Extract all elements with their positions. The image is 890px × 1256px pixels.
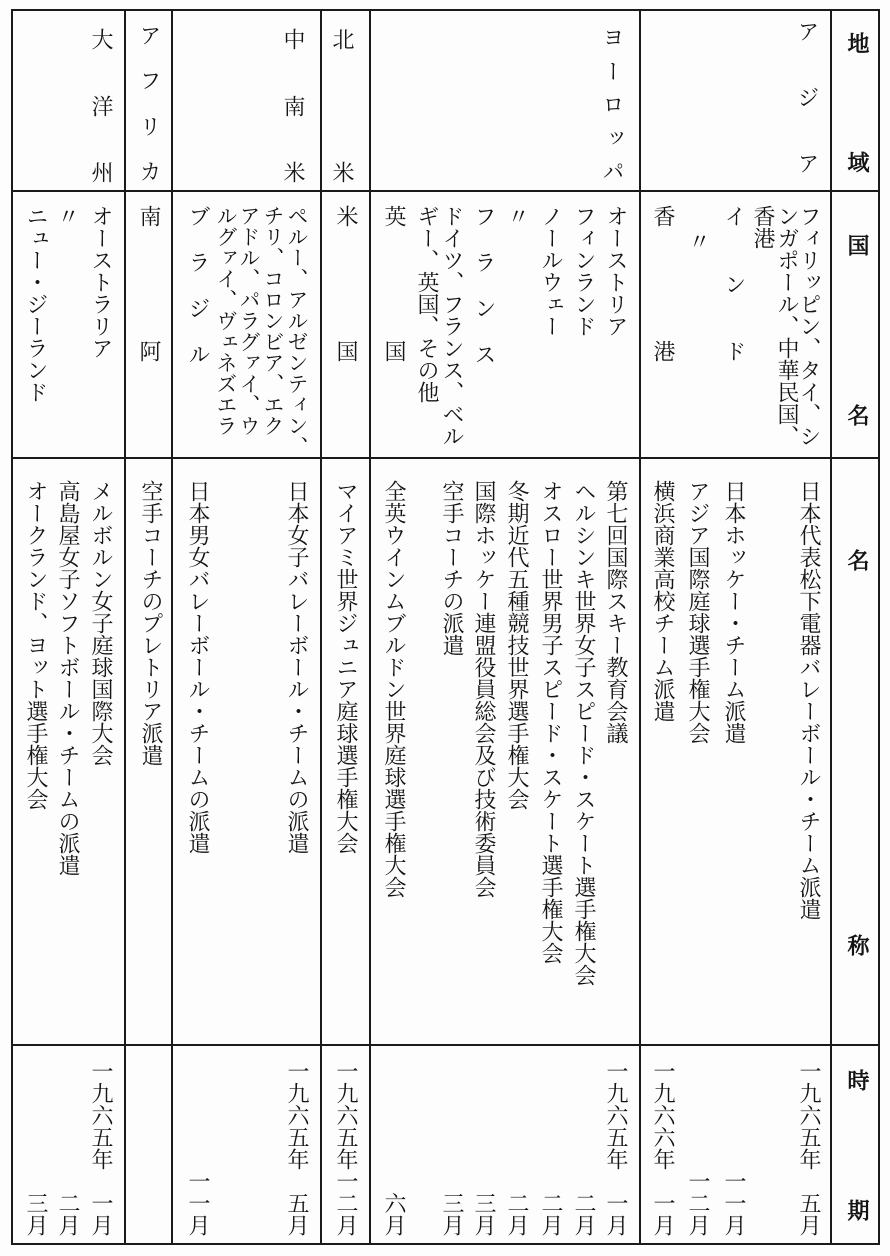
period-month: 一二月 [685, 1170, 710, 1236]
event-name: 横浜商業高校チーム派遣 [650, 480, 675, 722]
event-name: ヘルシンキ世界女子スピード・スケート選手権大会 [571, 480, 596, 986]
glyph: フ [471, 205, 496, 227]
glyph: 米 [333, 205, 358, 227]
glyph: 洋 [88, 94, 113, 117]
period-month: 五月 [796, 1192, 821, 1236]
region-label [330, 28, 352, 183]
event-name: アジア国際庭球選手権大会 [685, 480, 710, 744]
glyph: 香 [650, 205, 675, 227]
country-name: ニュー・ジーランド [23, 205, 48, 403]
glyph: ロ [599, 93, 624, 115]
glyph: カ [136, 159, 161, 182]
country-name: ノールウェー [538, 205, 563, 337]
glyph: 南 [136, 205, 161, 227]
rule-africa-oceania [124, 9, 126, 1245]
glyph: パ [599, 160, 624, 182]
period-month: 六月 [381, 1192, 406, 1236]
region-label [600, 26, 622, 182]
period-month: 三月 [23, 1192, 48, 1236]
rule-name-period [11, 1044, 880, 1046]
event-name: 全英ウインムブルドン世界庭球選手権大会 [381, 480, 406, 898]
glyph: ジ [794, 86, 819, 108]
event-name: 空手コーチの派遣 [439, 480, 464, 656]
glyph: 州 [88, 161, 113, 183]
glyph: ー [599, 59, 624, 82]
glyph: 時 [844, 1069, 870, 1091]
country-name: フィンランド [571, 205, 596, 337]
period-month: 三月 [439, 1192, 464, 1236]
period-year: 一九六五年 [88, 1060, 113, 1170]
event-name: マイアミ世界ジュニア庭球選手権大会 [333, 480, 358, 854]
rule-asia-europe [639, 9, 641, 1245]
glyph: 名 [844, 549, 870, 571]
glyph: 南 [280, 94, 305, 117]
glyph: ド [721, 340, 746, 362]
period-month: 一月 [88, 1192, 113, 1236]
event-name: 日本女子バレーボール・チームの派遣 [284, 480, 309, 854]
ditto-mark: 〃 [504, 205, 529, 227]
glyph: 地 [844, 32, 870, 54]
country-name: ドイツ、フランス、ベル [439, 205, 464, 447]
glyph: 名 [844, 404, 870, 426]
glyph: ア [136, 24, 161, 46]
country-name: アドル、パラグァイ、ウ [237, 205, 261, 436]
glyph: ア [794, 152, 819, 174]
country-name: 香港 [750, 205, 775, 249]
glyph: 米 [280, 161, 305, 183]
period-month: 一二月 [333, 1170, 358, 1236]
event-name: 日本ホッケー・チーム派遣 [721, 480, 746, 744]
glyph: ラ [471, 251, 496, 273]
period-year: 一九六五年 [333, 1060, 358, 1170]
glyph: ス [471, 343, 496, 365]
glyph: 国 [333, 340, 358, 362]
glyph: イ [721, 205, 746, 227]
period-month: 二月 [55, 1192, 80, 1236]
glyph: リ [136, 114, 161, 137]
glyph: ル [185, 343, 210, 365]
rule-europe-north-america [369, 9, 371, 1245]
period-year: 一九六五年 [284, 1060, 309, 1170]
event-name: 高島屋女子ソフトボール・チームの派遣 [55, 480, 80, 876]
country-name [137, 205, 159, 362]
period-month: 一月 [650, 1192, 675, 1236]
event-name: 冬期近代五種競技世界選手権大会 [504, 480, 529, 810]
country-name: ペルー、アルゼンティン、 [285, 205, 309, 457]
region-label [89, 28, 111, 183]
glyph: ジ [185, 297, 210, 319]
glyph: ブ [185, 205, 210, 227]
glyph: 阿 [136, 340, 161, 362]
rule-north-america-latin-america [320, 9, 322, 1245]
glyph: 国 [844, 234, 870, 256]
glyph: 北 [329, 28, 354, 50]
glyph: 港 [650, 340, 675, 362]
header-period [846, 1069, 868, 1221]
country-name: ンガポール、中華民国、 [774, 205, 799, 447]
event-name: 日本男女バレーボール・チームの派遣 [185, 480, 210, 854]
glyph: 中 [280, 28, 305, 50]
glyph: ッ [599, 126, 624, 149]
country-name [651, 205, 673, 362]
glyph: フ [136, 69, 161, 92]
glyph: 称 [844, 934, 870, 956]
period-month: 二月 [504, 1192, 529, 1236]
period-month: 一一月 [721, 1170, 746, 1236]
glyph: 英 [381, 205, 406, 227]
glyph: 国 [381, 340, 406, 362]
header-name [846, 549, 868, 956]
period-month: 二月 [538, 1192, 563, 1236]
event-name: 日本代表松下電器バレーボール・チーム派遣 [796, 480, 821, 920]
country-name [722, 205, 744, 362]
country-name: ギー、英国、その他 [414, 205, 439, 403]
glyph: ン [721, 272, 746, 295]
rule-header-column [830, 9, 832, 1245]
rule-latin-america-africa [171, 9, 173, 1245]
event-name: メルボルン女子庭球国際大会 [88, 480, 113, 766]
country-name: フィリッピン、タイ、シ [796, 205, 821, 447]
country-name: ルグァイ、ヴェネズエラ [214, 205, 238, 436]
event-name: 空手コーチのプレトリア派遣 [138, 480, 163, 766]
glyph: 大 [88, 28, 113, 50]
country-name [472, 205, 494, 365]
glyph: ラ [185, 251, 210, 273]
country-name: チリ、コロンビア、エク [261, 205, 285, 436]
header-country [846, 234, 868, 426]
rule-country-name [11, 457, 880, 459]
period-year: 一九六五年 [603, 1060, 628, 1170]
region-label [137, 24, 159, 182]
period-month: 一一月 [185, 1170, 210, 1236]
region-label [281, 28, 303, 183]
country-name: オーストリア [603, 205, 628, 337]
period-month: 三月 [471, 1192, 496, 1236]
period-month: 一月 [603, 1192, 628, 1236]
event-name: オークランド、ヨット選手権大会 [23, 480, 48, 810]
country-name [334, 205, 356, 362]
event-name: 第七回国際スキー教育会議 [603, 480, 628, 744]
event-name: オスロー世界男子スピード・スケート選手権大会 [538, 480, 563, 964]
glyph: ア [794, 20, 819, 42]
ditto-mark: 〃 [685, 230, 710, 252]
region-label [795, 20, 817, 174]
period-year: 一九六五年 [796, 1060, 821, 1170]
country-name [382, 205, 404, 362]
header-region [846, 32, 868, 173]
country-name [186, 205, 208, 365]
glyph: ン [471, 297, 496, 319]
glyph: ヨ [599, 26, 624, 48]
country-name: オーストラリア [88, 205, 113, 359]
rule-region-country [11, 190, 880, 192]
period-month: 五月 [284, 1192, 309, 1236]
glyph: 域 [844, 151, 870, 173]
glyph: 期 [844, 1199, 870, 1221]
period-month: 二月 [571, 1192, 596, 1236]
event-name: 国際ホッケー連盟役員総会及び技術委員会 [471, 480, 496, 898]
glyph: 米 [329, 161, 354, 183]
ditto-mark: 〃 [54, 205, 79, 227]
period-year: 一九六六年 [650, 1060, 675, 1170]
